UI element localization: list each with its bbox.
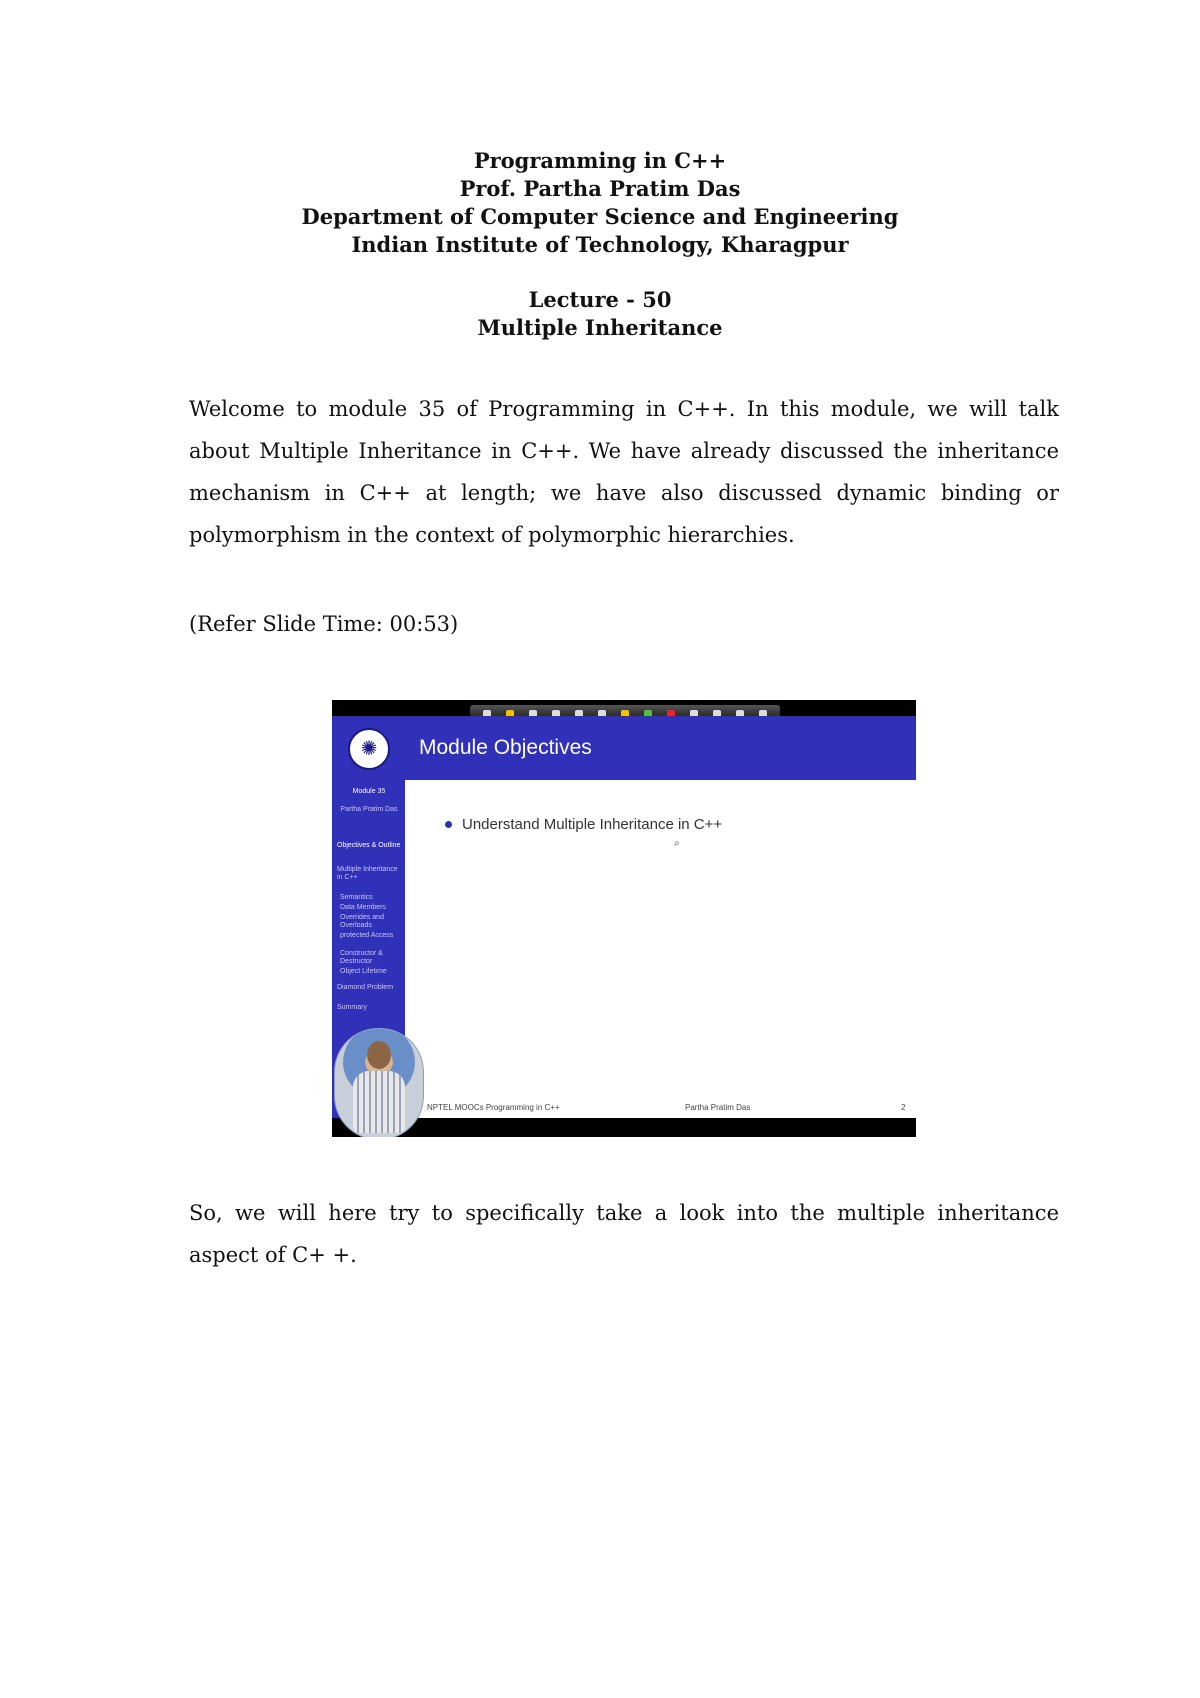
- slide-screenshot: [332, 700, 916, 1137]
- document-header: [0, 147, 1200, 259]
- footer-page-number: 2: [901, 1103, 906, 1112]
- professor-name: Prof. Partha Pratim Das: [459, 176, 741, 201]
- sidebar-semantics: Semantics: [340, 894, 373, 901]
- slide-content: [332, 716, 916, 1118]
- sidebar-object-lifetime: Object Lifetime: [340, 968, 387, 975]
- lecture-topic: Multiple Inheritance: [477, 315, 723, 340]
- slide-bullet: [445, 816, 722, 833]
- sidebar-ctor: Constructor & Destructor: [340, 950, 383, 965]
- presenter-video-thumbnail: [334, 1028, 424, 1137]
- lecture-header: [0, 286, 1200, 342]
- slide-title: Module Objectives: [405, 716, 916, 780]
- sidebar-protected: protected Access: [340, 932, 394, 939]
- sidebar-diamond: Diamond Problem: [337, 984, 394, 991]
- sidebar-author: Partha Pratim Das: [340, 806, 398, 813]
- course-title: Programming in C++: [473, 148, 727, 173]
- sidebar-overrides: Overrides and Overloads: [340, 914, 384, 929]
- footer-author: Partha Pratim Das: [685, 1103, 751, 1112]
- closing-paragraph: So, we will here try to specifically take a look into the multiple inheritance aspect of C+ +.: [189, 1201, 1059, 1267]
- institute-name: Indian Institute of Technology, Kharagpur: [351, 232, 849, 257]
- cursor-icon: ⌕: [674, 838, 680, 849]
- lecture-number: Lecture - 50: [528, 287, 672, 312]
- sidebar-mi: Multiple Inheritance in C++: [337, 866, 398, 881]
- iit-logo-icon: ✺: [348, 728, 390, 770]
- sidebar-summary: Summary: [337, 1004, 367, 1011]
- slide-footer: [405, 1101, 916, 1115]
- refer-slide-time: (Refer Slide Time: 00:53): [189, 612, 459, 636]
- presenter-body: [353, 1071, 405, 1133]
- sidebar-objectives: Objectives & Outline: [337, 842, 401, 849]
- department-name: Department of Computer Science and Engineering: [301, 204, 899, 229]
- sidebar-data-members: Data Members: [340, 904, 386, 911]
- intro-paragraph: Welcome to module 35 of Programming in C++. In this module, we will talk about Multiple Inheritance in C++. We have already discussed the inheritance mechanism in C++ at length; we have also discussed dynamic binding or polymorphism in the context of polymorphic hierarchies.: [189, 397, 1059, 547]
- presenter-head: [367, 1041, 391, 1069]
- bullet-dot-icon: [445, 821, 452, 828]
- footer-course: NPTEL MOOCs Programming in C++: [427, 1103, 560, 1112]
- slide-bullet-text: Understand Multiple Inheritance in C++: [462, 816, 723, 833]
- sidebar-module: Module 35: [352, 788, 386, 795]
